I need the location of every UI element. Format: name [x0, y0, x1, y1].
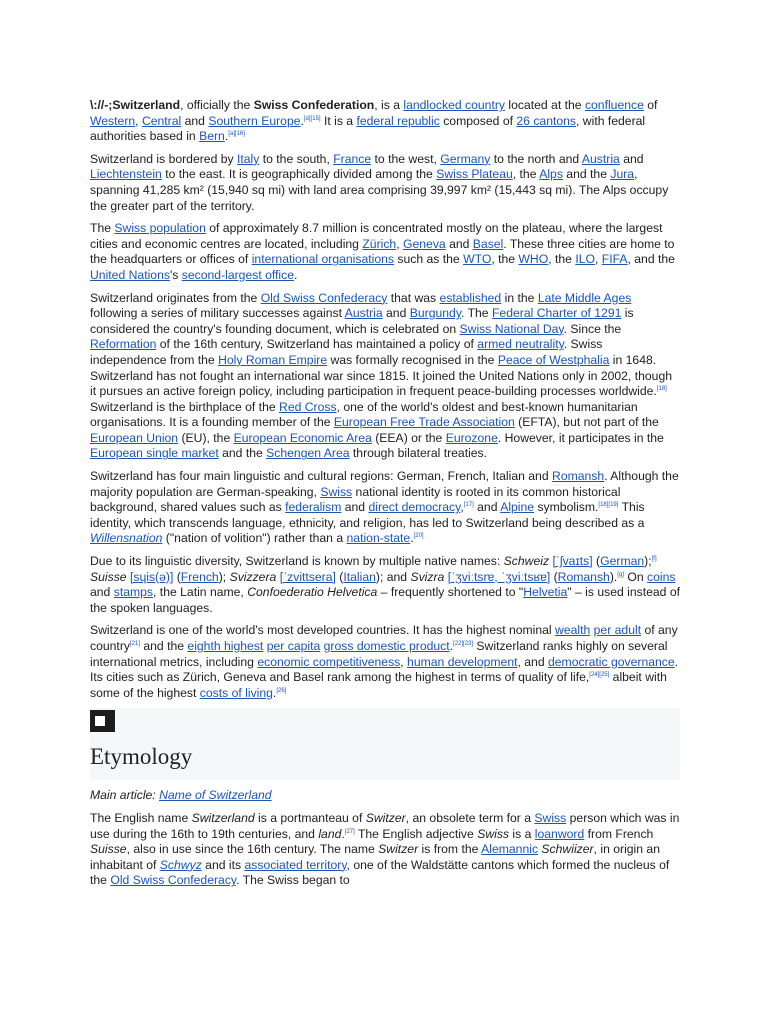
official-name: Swiss Confederation	[253, 98, 375, 112]
link-nation-state[interactable]: nation-state	[346, 531, 411, 546]
link-southern-europe[interactable]: Southern Europe	[208, 113, 301, 128]
link-efta[interactable]: European Free Trade Association	[333, 415, 515, 430]
link-helvetia[interactable]: Helvetia	[523, 585, 568, 600]
citation[interactable]: [18]	[656, 386, 667, 393]
link-costs-of-living[interactable]: costs of living	[199, 685, 273, 700]
section-heading-etymology: Etymology	[90, 744, 193, 770]
link-alps[interactable]: Alps	[539, 167, 563, 182]
link-swiss-person[interactable]: Swiss	[534, 810, 567, 825]
link-alemannic[interactable]: Alemannic	[481, 842, 539, 857]
etymology-paragraph-1: The English name Switzerland is a portmanteau of Switzer, an obsolete term for a Swiss person which was in use during the 16th to 19th centuries, and land.[27] The English adjective Swiss is a loanword from French Suisse, also in use since the 16th century. The name Switzer is from the Alemannic Schwiizer, in origin an inhabitant of Schwyz and its associated territory, one of the Waldstätte cantons which formed the nucleus of the Old Swiss Confederacy. The Swiss began to	[90, 810, 680, 888]
link-italian[interactable]: Italian	[343, 569, 376, 584]
citation[interactable]: [26]	[276, 687, 287, 694]
link-direct-democracy[interactable]: direct democracy	[368, 500, 461, 515]
link-liechtenstein[interactable]: Liechtenstein	[90, 167, 162, 182]
link-romansh-language[interactable]: Romansh	[557, 569, 610, 584]
link-swiss-plateau[interactable]: Swiss Plateau	[436, 167, 513, 182]
citation[interactable]: [d][15]	[303, 115, 321, 122]
link-european-single-market[interactable]: European single market	[90, 446, 219, 461]
link-fifa[interactable]: FIFA	[601, 252, 628, 267]
link-burgundy[interactable]: Burgundy	[409, 306, 462, 321]
link-peace-of-westphalia[interactable]: Peace of Westphalia	[497, 352, 610, 367]
link-swiss-population[interactable]: Swiss population	[114, 221, 206, 236]
link-old-swiss-confederacy-2[interactable]: Old Swiss Confederacy	[110, 873, 237, 888]
citation[interactable]: [17]	[463, 502, 474, 509]
link-per-capita[interactable]: per capita	[266, 639, 321, 653]
intro-paragraph-1: \://-;Switzerland, officially the Swiss Confederation, is a landlocked country located at the confluence of Western, Central and Southern Europe.[d][15] It is a federal republic composed of 26 cantons, with federal authorities based in Bern.[a][16]	[90, 98, 658, 144]
citation[interactable]: [27]	[344, 828, 355, 835]
link-united-nations[interactable]: United Nations	[90, 267, 170, 282]
link-coins[interactable]: coins	[647, 569, 676, 584]
article-title-bold: \://-;Switzerland	[90, 98, 181, 112]
link-wto[interactable]: WTO	[463, 252, 492, 267]
link-european-economic-area[interactable]: European Economic Area	[233, 430, 372, 445]
link-schengen-area[interactable]: Schengen Area	[266, 446, 350, 461]
link-late-middle-ages[interactable]: Late Middle Ages	[537, 290, 632, 305]
section-header-band	[90, 708, 680, 780]
link-stamps[interactable]: stamps	[113, 585, 154, 600]
link-eighth-highest[interactable]: eighth highest	[187, 639, 264, 653]
link-zurich[interactable]: Zürich	[362, 236, 397, 251]
link-holy-roman-empire[interactable]: Holy Roman Empire	[218, 352, 328, 367]
link-international-organisations[interactable]: international organisations	[251, 252, 394, 267]
intro-paragraph-2: Switzerland is bordered by Italy to the south, France to the west, Germany to the north and Austria and Liechtenstein to the east. It is geographically divided among the Swiss Plateau, the Alps and the Jura, spanning 41,285 km² (15,940 sq mi) with land area comprising 39,997 km² (15,443 sq mi). The Alps occupy the greater part of the territory.	[90, 151, 669, 213]
link-european-union[interactable]: European Union	[90, 430, 179, 445]
link-french[interactable]: French	[180, 569, 219, 584]
link-landlocked-country[interactable]: landlocked country	[403, 98, 505, 112]
square-icon	[95, 716, 105, 726]
link-austria-history[interactable]: Austria	[344, 306, 383, 321]
link-name-of-switzerland[interactable]: Name of Switzerland	[159, 788, 272, 803]
link-willensnation[interactable]: Willensnation	[90, 531, 163, 546]
link-german[interactable]: German	[600, 554, 645, 569]
citation[interactable]: [24][25]	[589, 672, 610, 679]
link-ilo[interactable]: ILO	[575, 252, 595, 267]
link-gdp[interactable]: gross domestic product	[323, 639, 450, 653]
link-wealth[interactable]: wealth	[555, 623, 591, 638]
citation[interactable]: [f]	[651, 555, 657, 562]
link-reformation[interactable]: Reformation	[90, 337, 157, 352]
intro-paragraph-7: Switzerland is one of the world's most developed countries. It has the highest nominal wealth per adult of any country[21] and the eighth highest per capita gross domestic product.[22][23] Switzerland ranks highly on several international metrics, including economic competitiveness, human development, and democratic governance. Its cities such as Zürich, Geneva and Basel rank among the highest in terms of quality of life,[24][25] albeit with some of the highest costs of living.[26]	[90, 623, 679, 700]
link-central[interactable]: Central	[141, 113, 182, 128]
link-italy[interactable]: Italy	[237, 151, 260, 166]
citation[interactable]: [21]	[129, 640, 140, 647]
link-ipa-romansh[interactable]: [ˈʒviːtsrɐ, ˈʒviːtsʁɐ]	[447, 569, 551, 584]
link-schwyz[interactable]: Schwyz	[159, 857, 202, 872]
link-26-cantons[interactable]: 26 cantons	[516, 113, 577, 128]
link-western[interactable]: Western	[90, 113, 136, 128]
intro-paragraph-4: Switzerland originates from the Old Swiss Confederacy that was established in the Late Middle Ages following a series of military successes against Austria and Burgundy. The Federal Charter of 1291 is considered the country's founding document, which is celebrated on Swiss National Day. Since the Reformation of the 16th century, Switzerland has maintained a policy of armed neutrality. Swiss independence from the Holy Roman Empire was formally recognised in the Peace of Westphalia in 1648. Switzerland has not fought an international war since 1815. It joined the United Nations only in 2002, though it pursues an active foreign policy, including participation in frequent peace-building processes worldwide.[18] Switzerland is the birthplace of the Red Cross, one of the world's oldest and best-known humanitarian organisations. It is a founding member of the European Free Trade Association (EFTA), but not part of the European Union (EU), the European Economic Area (EEA) or the Eurozone. However, it participates in the European single market and the Schengen Area through bilateral treaties.	[90, 290, 672, 461]
link-federalism[interactable]: federalism	[285, 500, 342, 515]
link-ipa-italian[interactable]: [ˈzvittsera]	[279, 569, 336, 584]
link-federal-republic[interactable]: federal republic	[356, 113, 440, 128]
link-who[interactable]: WHO	[518, 252, 549, 267]
intro-paragraph-6: Due to its linguistic diversity, Switzerland is known by multiple native names: Schweiz [ˈʃvaɪts] (German);[f] Suisse [sɥis(ə)] (French); Svizzera [ˈzvittsera] (Italian); and Svizra [ˈʒviːtsrɐ, ˈʒviːtsʁɐ] (Romansh).[g] On coins and stamps, the Latin name, Confoederatio Helvetica – frequently shortened to "Helvetia" – is used instead of the spoken languages.	[90, 554, 680, 615]
link-swiss[interactable]: Swiss	[320, 484, 353, 499]
link-economic-competitiveness[interactable]: economic competitiveness	[257, 654, 401, 669]
link-confluence[interactable]: confluence	[584, 98, 644, 112]
citation[interactable]: [22][23]	[453, 640, 474, 647]
link-alpine[interactable]: Alpine	[500, 500, 535, 515]
link-ipa-french[interactable]: [sɥis(ə)]	[129, 569, 174, 584]
link-eurozone[interactable]: Eurozone	[445, 430, 498, 445]
link-france[interactable]: France	[333, 151, 372, 166]
link-bern[interactable]: Bern	[199, 129, 225, 144]
link-second-largest-office[interactable]: second-largest office	[181, 267, 294, 282]
collapse-toggle-icon[interactable]	[90, 710, 115, 732]
link-geneva[interactable]: Geneva	[403, 236, 446, 251]
hatnote: Main article: Name of Switzerland	[90, 788, 272, 803]
citation[interactable]: [a][16]	[228, 131, 245, 138]
link-red-cross[interactable]: Red Cross	[279, 399, 337, 414]
link-per-adult[interactable]: per adult	[593, 623, 642, 638]
citation[interactable]: [18][19]	[598, 502, 619, 509]
link-old-swiss-confederacy[interactable]: Old Swiss Confederacy	[260, 290, 388, 305]
citation[interactable]: [20]	[413, 533, 424, 540]
link-established[interactable]: established	[439, 290, 502, 305]
citation[interactable]: [g]	[617, 571, 624, 578]
link-federal-charter-1291[interactable]: Federal Charter of 1291	[491, 306, 622, 321]
link-germany[interactable]: Germany	[440, 151, 491, 166]
link-associated-territory[interactable]: associated territory	[244, 857, 347, 872]
article-body	[90, 98, 680, 896]
link-democratic-governance[interactable]: democratic governance	[547, 654, 675, 669]
link-ipa-german[interactable]: [ˈʃvaɪts]	[552, 554, 593, 569]
link-austria[interactable]: Austria	[581, 151, 620, 166]
intro-paragraph-5: Switzerland has four main linguistic and cultural regions: German, French, Italian and Romansh. Although the majority population are German-speaking, Swiss national identity is rooted in its common historical background, shared values such as federalism and direct democracy,[17] and Alpine symbolism.[18][19] This identity, which transcends language, ethnicity, and religion, has led to Switzerland being described as a Willensnation ("nation of volition") rather than a nation-state.[20]	[90, 469, 679, 546]
intro-paragraph-3: The Swiss population of approximately 8.7 million is concentrated mostly on the plateau, where the largest cities and economic centres are located, including Zürich, Geneva and Basel. These three cities are home to the headquarters or offices of international organisations such as the WTO, the WHO, the ILO, FIFA, and the United Nations's second-largest office.	[90, 221, 675, 282]
link-romansh[interactable]: Romansh	[552, 469, 605, 484]
link-jura[interactable]: Jura	[610, 167, 635, 182]
link-swiss-national-day[interactable]: Swiss National Day	[459, 321, 564, 336]
link-human-development[interactable]: human development	[407, 654, 518, 669]
link-loanword[interactable]: loanword	[534, 826, 585, 841]
link-basel[interactable]: Basel	[472, 236, 504, 251]
link-armed-neutrality[interactable]: armed neutrality	[477, 337, 564, 352]
